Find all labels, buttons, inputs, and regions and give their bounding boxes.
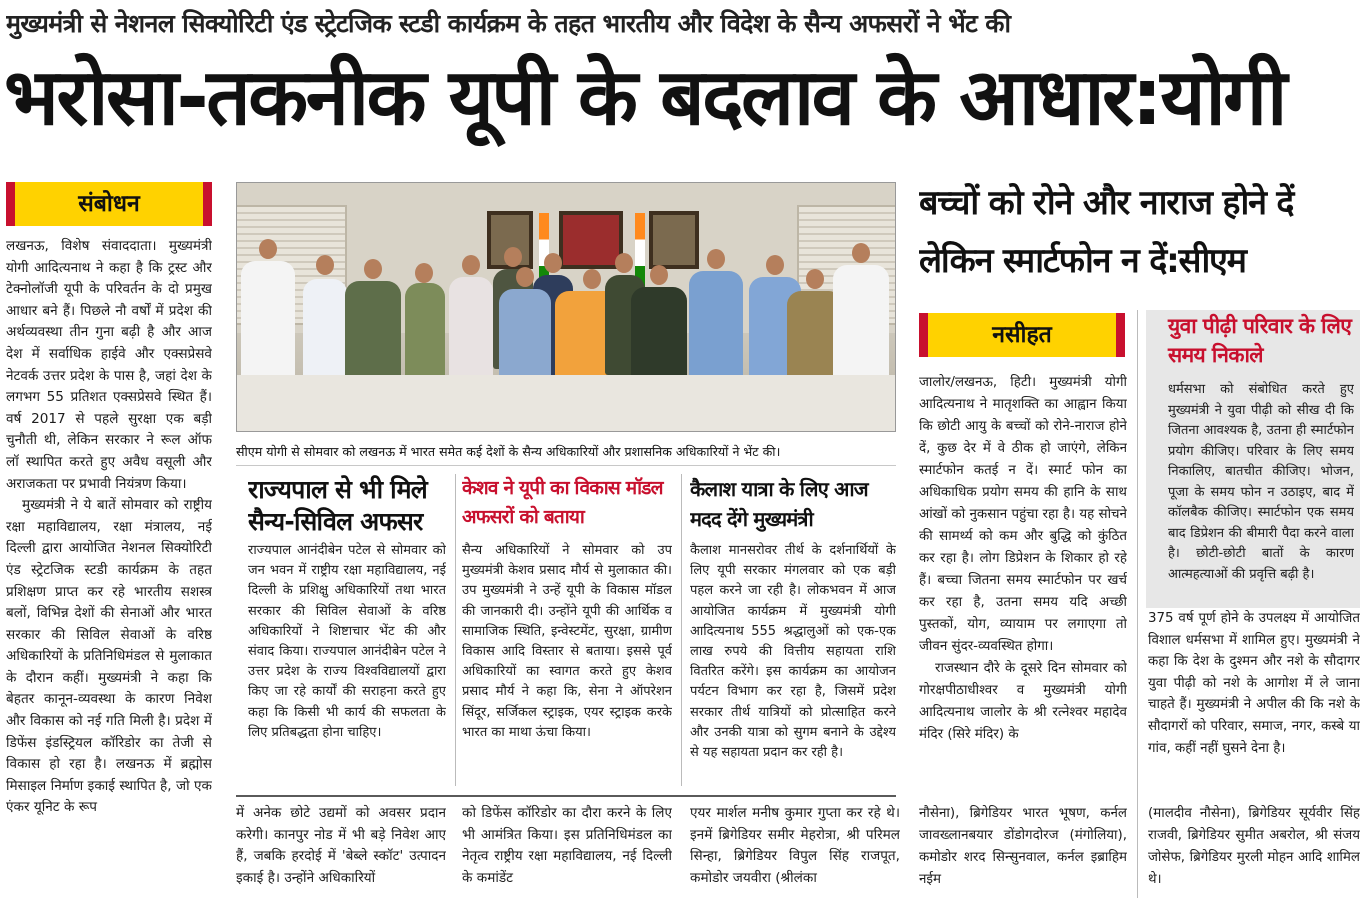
photo-person-head xyxy=(806,269,824,289)
photo-person-head xyxy=(766,255,784,275)
photo-person-head xyxy=(615,253,633,273)
photo-person-head xyxy=(462,255,480,275)
photo-person xyxy=(499,289,551,385)
left-story-column xyxy=(6,236,212,898)
keshav-story: सैन्य अधिकारियों ने सोमवार को उप मुख्यमंत्री केशव प्रसाद मौर्य से मुलाकात की। उप मुख्यमंत्री ने उन्हें यूपी के विकास मॉडल की जानकारी दी। उन्होंने यूपी की आर्थिक व सामाजिक स्थिति, इन्वेस्टमेंट, सुरक्षा, ग्रामीण विकास आदि विस्तार से बताया। इससे पूर्व अधिकारियों का स्वागत करते हुए केशव प्रसाद मौर्य ने कहा कि, सेना ने ऑपरेशन सिंदूर, सर्जिकल स्ट्राइक, एयर स्ट्राइक करके भारत का माथा ऊंचा किया। xyxy=(462,543,672,740)
keshav-headline: केशव ने यूपी का विकास मॉडल अफसरों को बताया xyxy=(462,477,663,528)
left-story-paragraph: लखनऊ, विशेष संवाददाता। मुख्यमंत्री योगी आदित्यनाथ ने कहा है कि ट्रस्ट और टेक्नोलॉजी यूपी के परिवर्तन के दो प्रमुख आधार बने हैं। पिछले नौ वर्षों में प्रदेश की अर्थव्यवस्था तीन गुना बढ़ी है और आज देश में सर्वाधिक हाईवे और एक्सप्रेसवे नेटवर्क उत्तर प्रदेश के पास है, जहां देश के लगभग 55 प्रतिशत एक्सप्रेसवे स्थित हैं। वर्ष 2017 से पहले सुरक्षा एक बड़ी चुनौती थी, लेकिन सरकार ने रूल ऑफ लॉ स्थापित करते हुए अवैध वसूली और अराजकता पर प्रभावी नियंत्रण किया। xyxy=(6,238,212,492)
photo-person-head xyxy=(504,247,522,267)
photo-person-head xyxy=(516,267,534,287)
photo-wall-frame xyxy=(649,211,699,269)
photo-person-head xyxy=(583,269,601,289)
yuva-box-headline: युवा पीढ़ी परिवार के लिए समय निकाले xyxy=(1168,314,1352,367)
photo-person-head xyxy=(707,249,725,269)
photo-person-head xyxy=(364,259,382,279)
photo-person-head xyxy=(852,243,870,263)
side-story-continuation-1: नौसेना), ब्रिगेडियर भारत भूषण, कर्नल जावख्लानबयार डोंडोगदोरज (मंगोलिया), कमोडोर शरद सिन्सुनवाल, कर्नल इब्राहिम नईम xyxy=(919,806,1127,887)
photo-caption: सीएम योगी से सोमवार को लखनऊ में भारत समेत कई देशों के सैन्य अधिकारियों और प्रशासनिक अधिकारियों ने भेंट की। xyxy=(236,438,896,466)
photo-person-head xyxy=(316,255,334,275)
photo-person xyxy=(449,277,493,389)
photo-wall-frame xyxy=(559,211,623,269)
section-tag-sambodhan: संबोधन xyxy=(6,182,212,226)
section-tag-nasihat: नसीहत xyxy=(919,313,1125,357)
photo-conference-table xyxy=(237,375,896,432)
vertical-rule xyxy=(1137,310,1138,898)
kailash-headline: कैलाश यात्रा के लिए आज मदद देंगे मुख्यमंत्री xyxy=(690,477,868,531)
continuation-column-3: एयर मार्शल मनीष कुमार गुप्ता कर रहे थे। इनमें ब्रिगेडियर समीर मेहरोत्रा, श्री परिमल सिन्हा, ब्रिगेडियर विपुल सिंह राजपूत, कमोडोर जयवीरा (श्रीलंका xyxy=(690,805,900,886)
side-story-right-column: 375 वर्ष पूर्ण होने के उपलक्ष्य में आयोजित विशाल धर्मसभा में शामिल हुए। मुख्यमंत्री ने कहा कि देश के दुश्मन और नशे के सौदागर युवा पीढ़ी को नशे के आगोश में ले जाना चाहते हैं। मुख्यमंत्री ने अपील की कि नशे के सौदागरों को परिवार, समाज, नगर, कस्बे या गांव, कहीं नहीं घुसने देना है। xyxy=(1148,611,1360,756)
vertical-rule xyxy=(681,474,682,786)
kicker-line: मुख्यमंत्री से नेशनल सिक्योरिटी एंड स्ट्रेटजिक स्टडी कार्यक्रम के तहत भारतीय और विदेश के सैन्य अफसरों ने भेंट की xyxy=(6,9,1011,38)
side-story-paragraph: जालोर/लखनऊ, हिटी। मुख्यमंत्री योगी आदित्यनाथ ने मातृशक्ति का आह्वान किया कि छोटी आयु के बच्चों को रोने-नाराज होने दें, कुछ देर में वे ठीक हो जाएंगे, लेकिन स्मार्टफोन कतई न दें। स्मार्ट फोन का अधिकाधिक प्रयोग समय की हानि के साथ आंखों को नुकसान पहुंचा रहा है। यह सोचने की सामर्थ्य को कम और बुद्धि को कुंठित कर रहा है। लोग डिप्रेशन के शिकार हो रहे हैं। बच्चा जितना समय स्मार्टफोन पर खर्च कर रहा है, उतना समय यदि अच्छी पुस्तकों, योग, व्यायाम पर लगाएगा तो जीवन सुंदर-व्यवस्थित होगा। xyxy=(919,375,1127,654)
rajyapal-headline: राज्यपाल से भी मिले सैन्य-सिविल अफसर xyxy=(248,475,427,536)
left-story-paragraph: मुख्यमंत्री ने ये बातें सोमवार को राष्ट्रीय रक्षा महाविद्यालय, रक्षा मंत्रालय, नई दिल्ली द्वारा आयोजित नेशनल सिक्योरिटी एंड स्ट्रेटजिक स्टडी कार्यक्रम के तहत प्रशिक्षण प्राप्त कर रहे भारतीय सशस्त्र बलों, विभिन्न देशों की सेनाओं और भारत सरकार की सिविल सेवाओं के वरिष्ठ अधिकारियों के प्रतिनिधिमंडल से मुलाकात के दौरान कहीं। मुख्यमंत्री ने कहा कि बेहतर कानून-व्यवस्था के कारण निवेश और विकास को नई गति मिली है। प्रदेश में डिफेंस इंडस्ट्रियल कॉरिडोर का तेजी से विकास हो रहा है। लखनऊ में ब्रह्मोस मिसाइल निर्माण इकाई स्थापित है, जो एक एंकर यूनिट के रूप xyxy=(6,497,212,816)
photo-person-head xyxy=(415,263,433,283)
kailash-story: कैलाश मानसरोवर तीर्थ के दर्शनार्थियों के लिए यूपी सरकार मंगलवार को एक बड़ी पहल करने जा रही है। लोकभवन में आज आयोजित कार्यक्रम में मुख्यमंत्री योगी आदित्यनाथ 555 श्रद्धालुओं को एक-एक लाख रुपये की वित्तीय सहायता राशि वितरित करेंगे। इस कार्यक्रम का आयोजन पर्यटन विभाग कर रहा है, जिसमें प्रदेश सरकार तीर्थ यात्रियों को प्रोत्साहित करने और उनकी यात्रा को सुगम बनाने के उद्देश्य से यह सहायता प्रदान कर रही है। xyxy=(690,543,896,761)
side-story-headline: बच्चों को रोने और नाराज होने दें लेकिन स्मार्टफोन न दें:सीएम xyxy=(919,183,1294,281)
main-headline: भरोसा-तकनीक यूपी के बदलाव के आधार:योगी xyxy=(4,53,1285,143)
photo-person-head xyxy=(650,265,668,285)
vertical-rule xyxy=(455,474,456,786)
photo-person-head xyxy=(259,239,277,259)
side-story-paragraph: राजस्थान दौरे के दूसरे दिन सोमवार को गोरक्षपीठाधीश्वर व मुख्यमंत्री योगी आदित्यनाथ जालोर के श्री रत्नेश्वर महादेव मंदिर (सिरे मंदिर) के xyxy=(919,661,1127,742)
continuation-column-2: को डिफेंस कॉरिडोर का दौरा करने के लिए भी आमंत्रित किया। इस प्रतिनिधिमंडल का नेतृत्व राष्ट्रीय रक्षा महाविद्यालय, नई दिल्ली के कमांडेंट xyxy=(462,805,672,886)
side-story-continuation-2: (मालदीव नौसेना), ब्रिगेडियर सूर्यवीर सिंह राजवी, ब्रिगेडियर सुमीत अबरोल, श्री संजय जोसेफ, ब्रिगेडियर मुरली मोहन आदि शामिल थे। xyxy=(1148,806,1360,887)
continuation-column-1: में अनेक छोटे उद्यमों को अवसर प्रदान करेगी। कानपुर नोड में भी बड़े निवेश आए हैं, जबकि हरदोई में 'बेब्ले स्कॉट' उत्पादन इकाई है। उन्होंने अधिकारियों xyxy=(236,805,446,886)
photo-person xyxy=(689,271,743,391)
box-bottom-rule xyxy=(236,795,896,797)
news-photo xyxy=(236,182,896,432)
side-story-column xyxy=(919,372,1127,787)
yuva-box-story: धर्मसभा को संबोधित करते हुए मुख्यमंत्री ने युवा पीढ़ी को सीख दी कि जितना आवश्यक है, उतना ही स्मार्टफोन प्रयोग कीजिए। परिवार के लिए समय निकालिए, बातचीत कीजिए। भोजन, पूजा के समय फोन न उठाइए, बाद में कॉलबैक कीजिए। स्मार्टफोन एक समय बाद डिप्रेशन की बीमारी पैदा करने वाला है। छोटी-छोटी बातों के कारण आत्महत्याओं की प्रवृत्ति बढ़ी है। xyxy=(1168,382,1354,582)
rajyapal-story: राज्यपाल आनंदीबेन पटेल से सोमवार को जन भवन में राष्ट्रीय रक्षा महाविद्यालय, नई दिल्ली के प्रशिक्षु अधिकारियों तथा भारत सरकार की सिविल सेवाओं के वरिष्ठ अधिकारियों ने शिष्टाचार भेंट की और संवाद किया। राज्यपाल आनंदीबेन पटेल ने उत्तर प्रदेश के राज्य विश्वविद्यालयों द्वारा किए जा रहे कार्यों की सराहना करते हुए कहा कि किसी भी कार्य की सफलता के लिए प्रतिबद्धता होना चाहिए। xyxy=(248,543,446,740)
photo-person-head xyxy=(544,253,562,273)
